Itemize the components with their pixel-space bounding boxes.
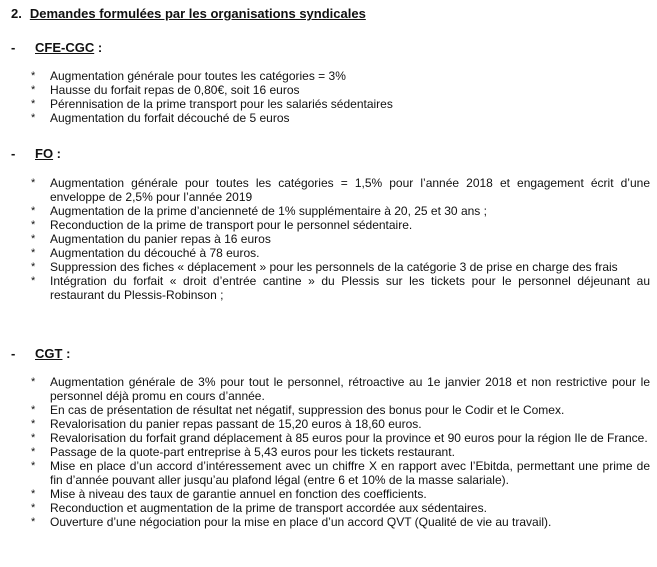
list-item: * Augmentation du panier repas à 16 euros: [31, 232, 271, 246]
list-cgt: [0, 375, 650, 529]
dash-marker: -: [11, 346, 16, 361]
asterisk-icon: *: [31, 205, 36, 217]
asterisk-icon: *: [31, 502, 36, 514]
asterisk-icon: *: [31, 112, 36, 124]
union-name: FO: [35, 146, 54, 161]
union-suffix: :: [53, 146, 62, 161]
list-item: * Pérennisation de la prime transport pour les salariés sédentaires: [31, 97, 393, 111]
asterisk-icon: *: [31, 261, 36, 273]
list-item: * Augmentation générale pour toutes les catégories = 1,5% pour l’année 2018 et engagement écrit d’une enveloppe de 2,5% pour l’année 2019: [31, 176, 650, 204]
asterisk-icon: *: [31, 376, 36, 388]
list-item: * Augmentation de la prime d’ancienneté de 1% supplémentaire à 20, 25 et 30 ans ;: [31, 204, 487, 218]
list-item: * Reconduction et augmentation de la prime de transport accordée aux sédentaires.: [31, 501, 487, 515]
list-item: * Ouverture d’une négociation pour la mise en place d’un accord QVT (Qualité de vie au travail).: [31, 515, 552, 529]
union-title-cgt: [11, 346, 70, 362]
list-item: * Augmentation générale de 3% pour tout le personnel, rétroactive au 1e janvier 2018 et non restrictive pour le personnel déjà promu en cours d’année.: [31, 375, 650, 403]
list-item: * Suppression des fiches « déplacement » pour les personnels de la catégorie 3 de prise en charge des frais: [31, 260, 618, 274]
list-item: * Revalorisation du panier repas passant de 15,20 euros à 18,60 euros.: [31, 417, 422, 431]
asterisk-icon: *: [31, 516, 36, 528]
asterisk-icon: *: [31, 233, 36, 245]
list-fo: [0, 176, 650, 302]
list-item: * Augmentation du découché à 78 euros.: [31, 246, 260, 260]
list-item: * Passage de la quote-part entreprise à 5,43 euros pour les tickets restaurant.: [31, 445, 455, 459]
asterisk-icon: *: [31, 432, 36, 444]
union-suffix: :: [62, 346, 71, 361]
list-item: * Augmentation générale pour toutes les catégories = 3%: [31, 69, 346, 83]
dash-marker: -: [11, 40, 16, 55]
list-item: * Intégration du forfait « droit d’entrée cantine » du Plessis sur les tickets pour le personnel déjeunant au restaurant du Plessis-Robinson ;: [31, 274, 650, 302]
asterisk-icon: *: [31, 177, 36, 189]
dash-marker: -: [11, 146, 16, 161]
asterisk-icon: *: [31, 404, 36, 416]
asterisk-icon: *: [31, 418, 36, 430]
asterisk-icon: *: [31, 488, 36, 500]
asterisk-icon: *: [31, 70, 36, 82]
union-title-fo: [11, 146, 61, 162]
section-heading: [11, 6, 366, 22]
asterisk-icon: *: [31, 446, 36, 458]
asterisk-icon: *: [31, 98, 36, 110]
list-cfe-cgc: [0, 69, 650, 125]
list-item: * Revalorisation du forfait grand déplacement à 85 euros pour la province et 90 euros pour la région Ile de France.: [31, 431, 648, 445]
union-suffix: :: [94, 40, 103, 55]
asterisk-icon: *: [31, 460, 36, 472]
list-item: * Hausse du forfait repas de 0,80€, soit 16 euros: [31, 83, 300, 97]
asterisk-icon: *: [31, 247, 36, 259]
list-item: * Mise à niveau des taux de garantie annuel en fonction des coefficients.: [31, 487, 427, 501]
union-name: CGT: [35, 346, 63, 361]
list-item: * En cas de présentation de résultat net négatif, suppression des bonus pour le Codir et le Comex.: [31, 403, 565, 417]
list-item: * Mise en place d’un accord d’intéressement avec un chiffre X en rapport avec l’Ebitda, permettant une prime de fin d’année pouvant aller jusqu’au plafond légal (entre 6 et 10% de la masse salariale).: [31, 459, 650, 487]
asterisk-icon: *: [31, 275, 36, 287]
list-item: * Augmentation du forfait découché de 5 euros: [31, 111, 290, 125]
list-item: * Reconduction de la prime de transport pour le personnel sédentaire.: [31, 218, 413, 232]
asterisk-icon: *: [31, 84, 36, 96]
asterisk-icon: *: [31, 219, 36, 231]
heading-title: Demandes formulées par les organisations syndicales: [29, 6, 366, 21]
union-title-cfe-cgc: [11, 40, 102, 56]
heading-number: 2.: [11, 6, 22, 21]
union-name: CFE-CGC: [35, 40, 95, 55]
